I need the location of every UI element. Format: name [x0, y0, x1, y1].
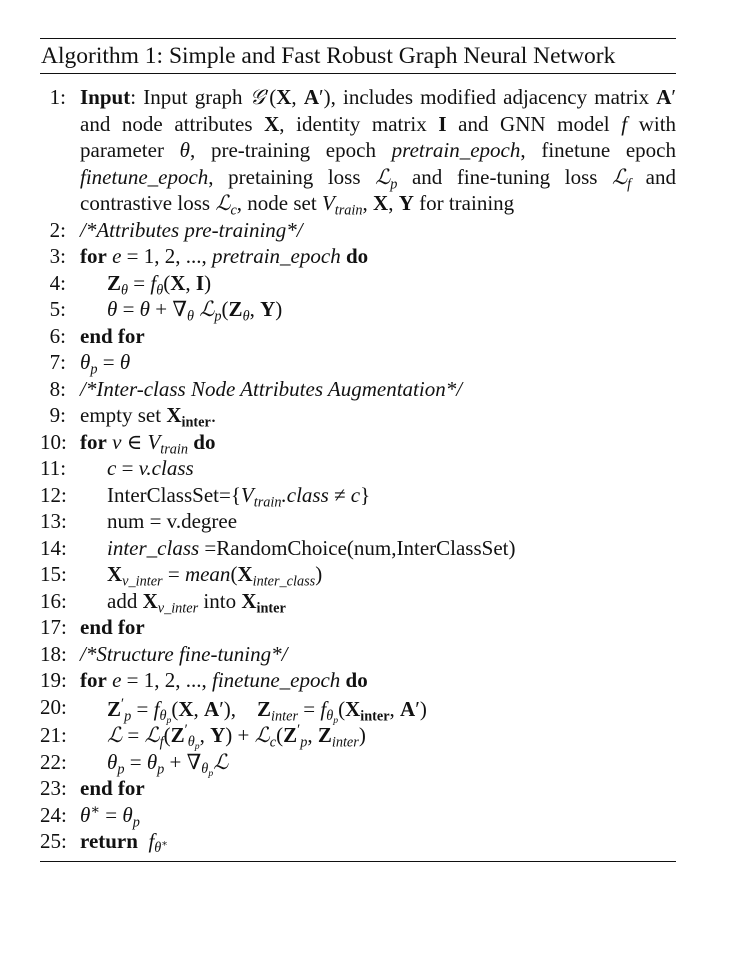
- input-text: , identity matrix: [279, 111, 427, 136]
- line-number: 13:: [40, 509, 67, 533]
- line-text: add: [107, 588, 138, 613]
- algorithm-line-12: [40, 482, 676, 509]
- algorithm-line-24: [40, 802, 676, 829]
- line-body: for e = 1, 2, ..., finetune_epoch do: [80, 668, 368, 692]
- input-text: and contrastive loss: [80, 164, 676, 215]
- algorithm-title: Algorithm 1: Simple and Fast Robust Graph Neural Network: [41, 43, 616, 69]
- line-number: 19:: [40, 668, 67, 692]
- line-number: 1:: [49, 85, 66, 109]
- algorithm-line-3: [40, 243, 676, 270]
- line-number: 24:: [40, 802, 67, 827]
- input-paragraph: Input: Input graph 𝒢′(X, A′), includes modified adjacency matrix A′ and node attributes X, identity matrix I and GNN model f with parameter θ, pre-training epoch pretrain_epoch, finetune epoch finetune_epoch, pretaining loss ℒ$_p$ and fine-tuning loss ℒ$_f$ and contrastive loss ℒ$_c$, node set $V_{train}$, X, Y for training: [80, 85, 677, 219]
- line-number: 17:: [40, 615, 67, 639]
- line-number: 7:: [49, 350, 66, 374]
- line-number: 3:: [49, 244, 66, 268]
- line-number: 9:: [49, 403, 66, 427]
- line-body: for e = 1, 2, ..., pretrain_epoch do: [80, 244, 369, 268]
- line-body: [66, 84, 676, 217]
- line-number: 22:: [40, 749, 67, 774]
- algorithm-line-4: [40, 270, 676, 297]
- input-keyword: Input: [80, 85, 131, 109]
- line-number: 23:: [40, 776, 67, 800]
- end-for-keyword: end for: [80, 323, 145, 348]
- line-body: $\theta^∗ = \theta_p$: [80, 801, 140, 830]
- line-body: $\theta_p = \theta$: [80, 350, 131, 378]
- line-number: 14:: [40, 535, 67, 560]
- comment: /*Inter-class Node Attributes Augmentation*/: [80, 376, 463, 401]
- line-number: 5:: [49, 297, 66, 321]
- line-body: $X_{v\_inter}$ = $mean(X_{inter\_class})$: [107, 562, 323, 590]
- line-number: 4:: [49, 270, 66, 295]
- algorithm-line-18: [40, 641, 676, 668]
- algorithm-line-6: [40, 323, 676, 350]
- end-for-keyword: end for: [80, 615, 145, 639]
- line-number: 12:: [40, 482, 67, 507]
- for-keyword: for: [80, 244, 107, 268]
- algorithm-line-2: [40, 217, 676, 244]
- line-number: 25:: [40, 829, 67, 853]
- input-text: , pre-training epoch: [190, 138, 376, 162]
- bottom-rule: [40, 861, 676, 862]
- line-body: for v ∈ $V_{train}$ do: [80, 429, 216, 457]
- algorithm-line-10: [40, 429, 676, 456]
- line-text: =RandomChoice(num,InterClassSet): [204, 535, 516, 560]
- do-keyword: do: [193, 429, 216, 454]
- line-number: 6:: [49, 323, 66, 348]
- algorithm-line-23: [40, 775, 676, 802]
- return-keyword: return: [80, 829, 138, 853]
- algorithm-line-11: [40, 455, 676, 482]
- algorithm-line-8: [40, 376, 676, 403]
- line-body: c = v.class: [107, 456, 194, 480]
- input-text: and fine-tuning loss: [411, 164, 598, 189]
- line-number: 20:: [40, 694, 67, 719]
- input-text: , pretaining loss: [208, 164, 361, 189]
- input-text: with parameter: [80, 111, 677, 162]
- line-body: $\theta_p = \theta_p$ + $\nabla_{\theta_p}ℒ$: [107, 749, 229, 779]
- line-body: $Z'_p = f_{\theta_p}(X$, A′), $Z_{inter} = f_{\theta_p}(X_{inter}$, A′): [107, 695, 427, 726]
- input-text: and GNN model: [458, 111, 610, 136]
- line-body: num = v.degree: [107, 509, 238, 533]
- input-text: , node set: [236, 191, 317, 215]
- algorithm-line-25: [40, 828, 676, 855]
- line-text: InterClassSet=: [107, 482, 231, 507]
- algorithm-line-20: [40, 694, 676, 726]
- algorithm-line-1: [40, 84, 676, 217]
- input-text: and node attributes: [80, 111, 253, 136]
- algorithm-line-15: [40, 561, 676, 588]
- line-text: into: [203, 588, 237, 613]
- algorithm-line-5: [40, 296, 676, 323]
- input-text: for training: [419, 191, 515, 215]
- line-body: $InterClassSet=\{V_{train}.class \ne c\}$: [107, 482, 371, 510]
- algorithm-line-9: [40, 402, 676, 429]
- line-body: return $f_{\theta^∗}$: [80, 829, 168, 857]
- algorithm-line-16: [40, 588, 676, 615]
- line-number: 10:: [40, 429, 67, 454]
- line-number: 16:: [40, 588, 67, 613]
- algorithm-line-22: [40, 749, 676, 779]
- comment: /*Attributes pre-training*/: [80, 217, 303, 242]
- line-body: $Z_\theta = f_\theta(X$, I): [107, 270, 212, 298]
- input-text: , includes modified adjacency matrix: [330, 85, 650, 109]
- end-for-keyword: end for: [80, 776, 145, 800]
- line-number: 2:: [49, 217, 66, 242]
- line-body: inter_class =RandomChoice(num,InterClassSet): [107, 535, 516, 560]
- line-body: add $X_{v\_inter}$ into $X_{inter}$: [107, 588, 286, 616]
- algorithm-line-13: [40, 508, 676, 535]
- algorithm-line-19: [40, 667, 676, 694]
- title-rule: [40, 73, 676, 74]
- algorithm-line-7: [40, 349, 676, 376]
- input-text: , finetune epoch: [520, 138, 676, 162]
- line-body: empty set $X_{inter}$.: [80, 403, 217, 431]
- algorithm-line-14: [40, 535, 676, 562]
- do-keyword: do: [345, 244, 369, 268]
- algorithm-lines: [40, 84, 676, 855]
- do-keyword: do: [345, 668, 368, 692]
- algorithm-block: [40, 38, 676, 862]
- line-body: ℒ = $ℒ_f(Z'_{\theta_p}$, $Y) + ℒ_c(Z'_p$, $Z_{inter}$): [107, 722, 366, 753]
- line-number: 18:: [40, 641, 67, 666]
- line-number: 21:: [40, 723, 67, 747]
- algorithm-line-21: [40, 722, 676, 753]
- algorithm-line-17: [40, 614, 676, 641]
- input-text: : Input graph: [130, 85, 243, 109]
- comment: /*Structure fine-tuning*/: [80, 641, 288, 666]
- for-keyword: for: [80, 429, 107, 454]
- line-number: 11:: [40, 456, 67, 480]
- for-keyword: for: [80, 668, 107, 692]
- line-text: empty set: [80, 403, 162, 427]
- line-number: 8:: [49, 376, 66, 401]
- line-number: 15:: [40, 562, 67, 586]
- line-body: $\theta = \theta + \nabla_\theta$ $ℒ_p(Z_\theta$, Y): [107, 297, 283, 325]
